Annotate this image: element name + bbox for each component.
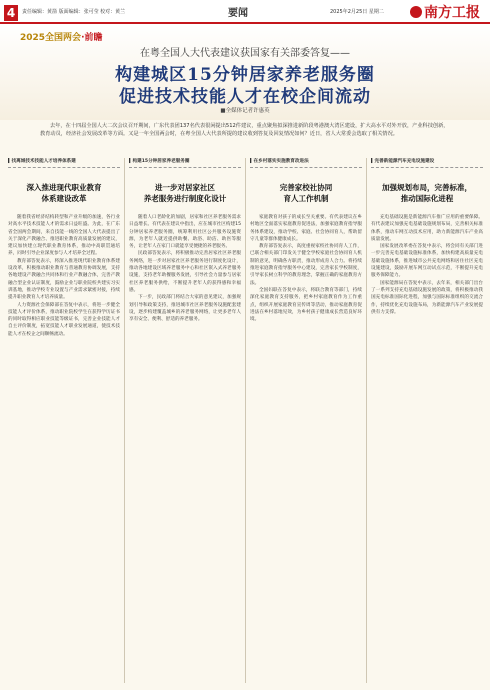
issue-date: 2025年2月25日 星期二: [330, 9, 384, 15]
article-column-1: [8, 158, 120, 686]
column-body: [250, 214, 362, 323]
article-column-4: [371, 158, 483, 686]
article-column-2: [129, 158, 241, 686]
body-paragraph: 充电基础设施是新能源汽车推广应用的重要保障。有代表建议加强充电基础设施规划布局，完善相关标准体系，推动车网互动技术应用，助力新能源汽车产业高质量发展。: [371, 215, 483, 242]
body-paragraph: 教育部答复表示，高度重视家校社协同育人工作，已联合相关部门印发关于健全学校家庭社会协同育人机制的意见，明确各方职责，推动形成育人合力。将持续推进家庭教育指导服务中心建设，完善家长学校制度，引导家长树立科学的教育理念，掌握正确的家庭教育方法。: [250, 244, 362, 286]
column-title-line: 育人工作机制: [283, 194, 329, 203]
column-title-line: 养老服务进行制度化设计: [143, 194, 227, 203]
page-number: 4: [4, 5, 18, 21]
body-paragraph: 国家能源局在答复中表示，去年来，相关部门出台了一系列支持充电基础设施发展的政策，将积极推动我国充电标准国际化进程，加强与国际标准组织的交流合作，持续优化充电设施布局，为新能源汽车产业发展提供有力支撑。: [371, 280, 483, 315]
body-paragraph: 下一步，民政部门将结合大家的意见建议，加强规划引导和政策支持，推进城市社区养老服务设施配套建设，逐步构建覆盖城乡的养老服务网络，让更多老年人享有安全、便利、舒适的养老服务。: [129, 295, 241, 323]
column-title: [250, 182, 362, 204]
column-title-line: 加强规划布局，完善标准，: [382, 183, 472, 192]
body-paragraph: 全国妇联在答复中表示，将联合教育等部门，持续深化家庭教育支持服务，把乡村家庭教育作为工作重点，组织开展家庭教育宣传周等活动，推动家庭教育促进法在乡村落地见效，为乡村孩子健康成长营造良好环境。: [250, 287, 362, 323]
column-title-line: 进一步对居家社区: [155, 183, 215, 192]
topic-badge: [20, 30, 102, 43]
body-paragraph: 随着人口老龄化的加剧，居家和社区养老服务需求日益增长。有代表在建议中指出，应在城市社区构建15分钟居家养老服务圈，统筹利用社区公共服务设施资源，为老年人就近提供助餐、助浴、助洁、助医等服务，让老年人在家门口就能享受便捷的养老服务。: [129, 215, 241, 250]
lede-paragraph: 去年，在十四届全国人大二次会议召开期间，广东代表团137名代表很闲提出512件建议，重点聚焦拟深推进新阶段粤港澳大湾区建设，扩大高水平对外开放，产业科技创新，教育动员，经济社会发展改革等方面。又是一年全国两会时，在粤全国人大代表所提的建议收到答复及回复情况如何？近日，省人大常委会选取了相关情况。: [40, 123, 449, 137]
body-paragraph: 国家发展改革委在答复中表示，将会同有关部门进一步完善充电基础设施标准体系，加快构建高质量充电基础设施体系，推进城市公共充电网络和居住社区充电设施建设，鼓励开展车网互动试点示范，不断提升充电服务保障能力。: [371, 244, 483, 279]
column-title: [371, 182, 483, 204]
column-title: [8, 182, 120, 204]
body-paragraph: 人力资源社会保障部在答复中表示，将进一步健全技能人才评价体系，推动职业院校学生在获得学历证书的同时取得相应职业技能等级证书，完善企业技能人才自主评价制度，拓宽技能人才职业发展通道，使技术技能人才在校企之间顺畅流动。: [8, 302, 120, 337]
column-body: [371, 214, 483, 316]
column-body: [8, 214, 120, 338]
kicker: 在粤全国人大代表建议获国家有关部委答复——: [140, 48, 350, 59]
headline-line-2: 促进技术技能人才在校企间流动: [119, 87, 371, 107]
headline-line-1: 构建城区15分钟居家养老服务圈: [115, 65, 375, 85]
column-body: [129, 214, 241, 323]
logo-text: 南方工报: [424, 5, 480, 21]
column-tag: ▍完善新能源汽车充电设施建设: [371, 158, 483, 168]
editor-credits: 责任编辑：黄箭 版面编辑：张可莹 校对：黄兰: [22, 9, 126, 15]
column-tag: ▍在乡村落实实施教育改进法: [250, 158, 362, 168]
body-paragraph: 家庭教育对孩子的成长至关重要。有代表建议在乡村地区全面落实家庭教育促进法，加强家庭教育指导服务体系建设，推动学校、家庭、社会协同育人，帮助留守儿童等群体健康成长。: [250, 215, 362, 242]
column-title-line: 体系建设改革: [41, 194, 87, 203]
badge-main: 2025全国两会: [20, 33, 82, 43]
column-divider: [124, 158, 125, 683]
column-tag: ▍找离城技术技能人才培养体系建: [8, 158, 120, 168]
column-title-line: 深入推进现代职业教育: [26, 183, 102, 192]
logo-mark-icon: [410, 6, 422, 18]
column-title: [129, 182, 241, 204]
column-title-line: 推动国际化进程: [400, 194, 454, 203]
newspaper-logo: [410, 2, 480, 22]
body-paragraph: 民政部答复表示，将积极推动完善居家社区养老服务网络，进一步对居家社区养老服务进行制度化设计，推动各地建设区域养老服务中心和社区嵌入式养老服务设施，支持老年助餐服务发展，引导社会力量参与居家社区养老服务供给，不断提升老年人的获得感和幸福感。: [129, 251, 241, 293]
body-paragraph: 随着我省经济结构转型和产业升级的加速，各行业对高水平技术技能人才的需求日益旺盛。为此，在广东省全国两会期间，来自技能一线的全国人大代表提出了关于深化产教融合、推进职业教育高质量发展的建议，建议加快建立现代职业教育体系，推动中高职贯通培养，同时引导企业深度参与人才培养全过程。: [8, 215, 120, 257]
column-divider: [245, 158, 246, 683]
section-name: 要闻: [228, 8, 248, 19]
badge-sub: ·前瞻: [81, 33, 103, 43]
column-title-line: 完善家校社协同: [279, 183, 333, 192]
article-column-3: [250, 158, 362, 686]
column-divider: [366, 158, 367, 683]
column-tag: ▍构建15分钟居家养老服务圈: [129, 158, 241, 168]
body-paragraph: 教育部答复表示，将深入推进现代职业教育体系建设改革，积极推动职业教育与普通教育协调发展，支持各地建设产教融合共同体和行业产教融合体，完善产教融合型企业认证制度，鼓励企业与职业院校共建实习实训基地，推动学校专业设置与产业需求紧密对接，持续提升职业教育人才培养质量。: [8, 258, 120, 301]
byline: ■全媒体记者许惠英: [220, 108, 270, 114]
